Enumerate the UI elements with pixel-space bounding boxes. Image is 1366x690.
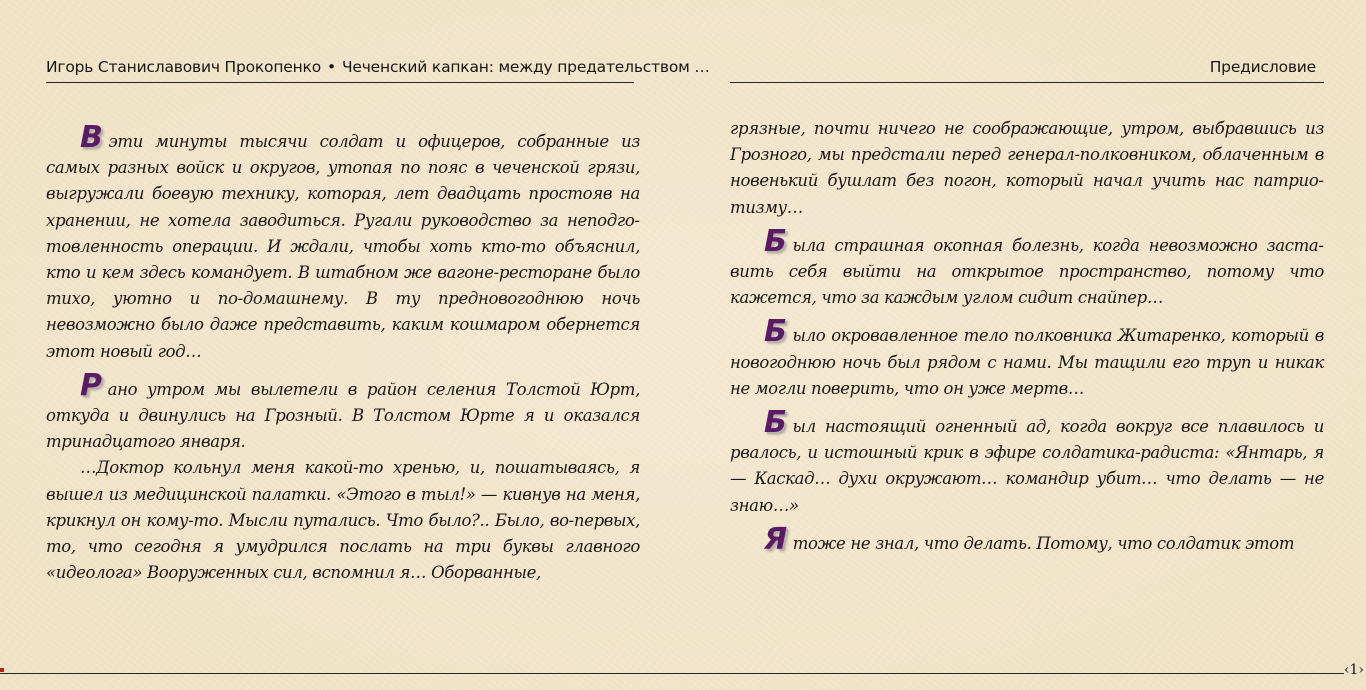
paragraph: [730, 405, 1324, 519]
page-navigation-counter[interactable]: ‹1›: [1343, 662, 1364, 678]
paragraph-text: грязные, почти ничего не соображающие, утром, выбравшись из Грозного, мы предстали перед генерал-полковником, облаченным в новенький бушлат без погон, который начал учить нас патриотизму…: [730, 119, 1324, 217]
header-author: Игорь Станиславович Прокопенко: [46, 58, 321, 76]
bottom-rule: [0, 673, 1344, 674]
drop-cap: Б: [764, 314, 787, 350]
drop-cap: Б: [764, 223, 787, 259]
paragraph: [46, 455, 640, 586]
paragraph-text: тоже не знал, что делать. Потому, что солдатик этот: [792, 533, 1295, 553]
drop-cap: Б: [764, 405, 787, 441]
right-page-text: [730, 116, 1324, 557]
drop-cap: Р: [80, 367, 102, 403]
header-section-title: Предисловие: [1209, 58, 1316, 76]
paragraph-text: ыло окровавленное тело полковника Житаренко, который в новогоднюю ночь был рядом с нами. Мы тащили его труп и никак не могли поверить, что он уже мертв…: [730, 326, 1324, 398]
paragraph-text: эти минуты тысячи солдат и офицеров, собранные из самых разных войск и округов, утопая по пояс в чеченской грязи, выгружали боевую технику, которая, лет двадцать простояв на хранении, не хотела заводиться. Ругали руководство за неподготовленность операции. И ждали, чтобы хоть кто-то объяснил, кто и кем здесь командует. В штабном же вагоне-ресторане было тихо, уютно и по-домашнему. В ту предновогоднюю ночь невозможно было даже представить, каким кошмаром обернется этот новый год…: [46, 132, 640, 361]
right-page: [730, 0, 1324, 660]
paragraph: [46, 367, 640, 456]
paragraph-text: …Доктор кольнул меня какой-то хренью, и, пошатываясь, я вышел из медицинской палатки. «Этого в тыл!» — кивнув на меня, крикнул он кому-то. Мысли путались. Что было?.. Было, во-первых, то, что сегодня я умудрился послать на три буквы главного «идеолога» Вооруженных сил, вспомнил я… Оборванные,: [46, 458, 640, 583]
paragraph: [730, 314, 1324, 402]
header-book-title: Чеченский капкан: между предательством …: [341, 58, 710, 76]
paragraph-text: ыл настоящий огненный ад, когда вокруг все плавилось и рвалось, и истошный крик в эфире солдатика-радиста: «Янтарь, я — Каскад… духи окружают… командир убит… что делать — не знаю…»: [730, 417, 1324, 515]
right-running-head: [730, 54, 1324, 83]
drop-cap: Я: [764, 521, 787, 557]
left-page: [46, 0, 710, 660]
header-separator: •: [327, 58, 336, 76]
paragraph: [730, 223, 1324, 312]
left-page-text: [46, 120, 640, 586]
paragraph: [46, 120, 640, 365]
drop-cap: В: [80, 120, 103, 155]
corner-marker: [0, 668, 4, 672]
left-running-head: [46, 54, 710, 83]
paragraph: [730, 116, 1324, 221]
paragraph-text: ыла страшная окопная болезнь, когда невозможно заставить себя выйти на открытое пространство, потому что кажется, что за каждым углом сидит снайпер…: [730, 235, 1324, 308]
paragraph: [730, 521, 1324, 557]
paragraph-text: ано утром мы вылетели в район селения Толстой Юрт, откуда и двинулись на Грозный. В Толстом Юрте я и оказался тринадцатого января.: [46, 379, 640, 452]
